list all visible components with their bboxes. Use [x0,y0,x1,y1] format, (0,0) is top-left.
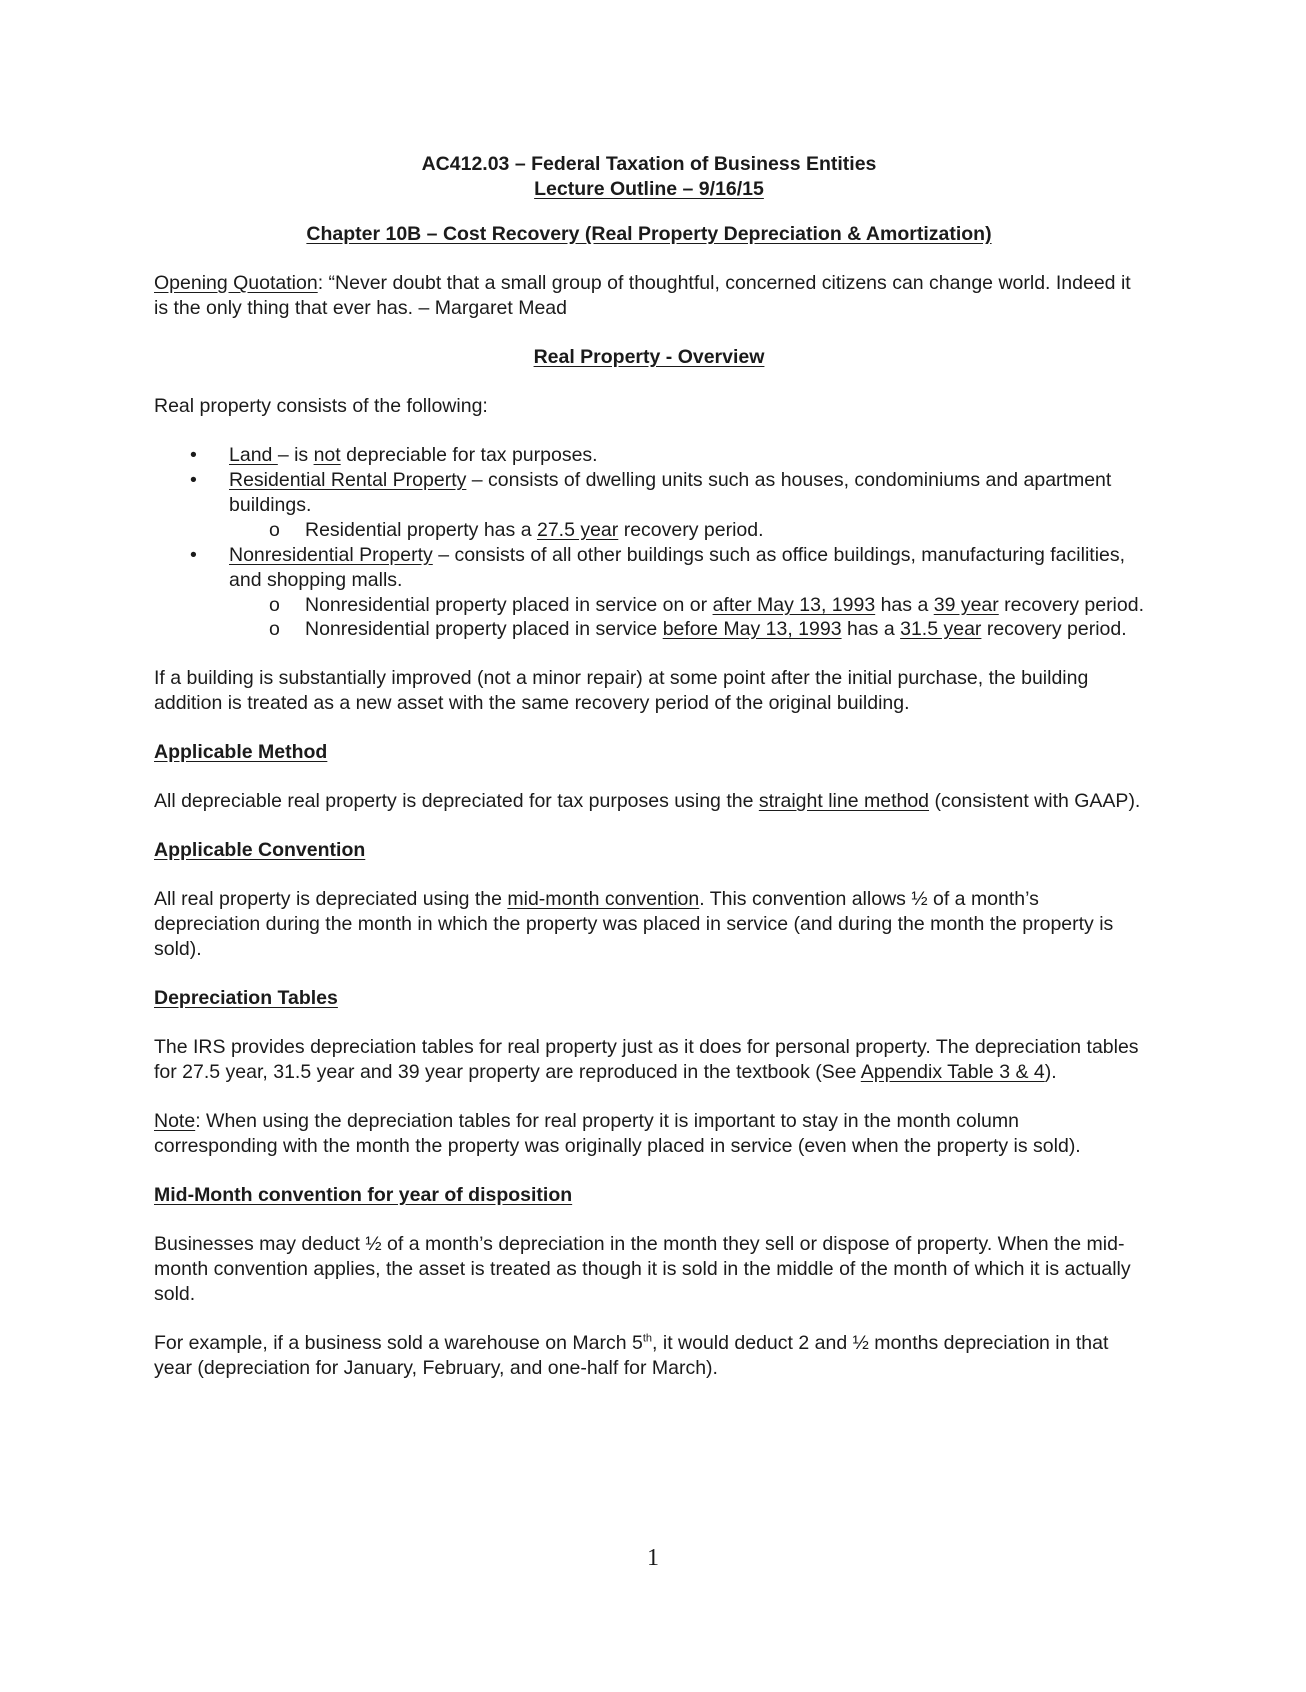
bullet-icon: • [190,444,197,466]
sub-bullet-icon: o [269,594,280,616]
residential-sublist [229,518,1144,543]
example-text: For example, if a business sold a warehouse on March 5 [154,1332,643,1354]
course-title: AC412.03 – Federal Taxation of Business Entities [421,153,877,175]
quotation-text: “Never doubt that a small group of thoughtful, concerned citizens can change world. Indeed it is the only thing that ever has. – Margaret Mead [154,272,1131,319]
disposition-heading: Mid-Month convention for year of disposition [154,1184,573,1206]
period-39: 39 year [933,594,999,616]
sublist-item [229,593,1144,618]
sub-text: Nonresidential property placed in service [305,618,663,640]
overview-intro: Real property consists of the following: [154,395,488,417]
quotation-label: Opening Quotation [154,272,318,294]
sublist-item [229,518,1144,543]
tables-paragraph [154,1035,1144,1085]
tables-heading: Depreciation Tables [154,987,338,1009]
residential-label: Residential Rental Property [229,469,467,491]
lecture-date: Lecture Outline – 9/16/15 [534,178,764,200]
method-paragraph [154,789,1144,814]
property-list [154,443,1144,642]
quotation-colon: : [317,272,324,294]
tables-text: The IRS provides depreciation tables for real property just as it does for personal property. The depreciation tables for 27.5 year, 31.5 year and 39 year property are reproduced in the textbook (See [154,1036,1139,1083]
method-heading: Applicable Method [154,741,328,763]
bullet-icon: • [190,469,197,491]
land-not: not [313,444,341,466]
page-number: 1 [647,1545,659,1571]
convention-heading: Applicable Convention [154,839,366,861]
ordinal-suffix: th [642,1332,653,1345]
method-text: All depreciable real property is depreciated for tax purposes using the [154,790,759,812]
residential-period: 27.5 year [536,519,619,541]
before-date: before May 13, 1993 [662,618,842,640]
mid-month-convention: mid-month convention [507,888,700,910]
opening-quotation [154,271,1144,321]
sub-bullet-icon: o [269,519,280,541]
nonresidential-rest: – consists of all other buildings such as office buildings, manufacturing facilities, and shopping malls. [229,544,1126,591]
sub-bullet-icon: o [269,618,280,640]
chapter-title: Chapter 10B – Cost Recovery (Real Property Depreciation & Amortization) [306,223,992,245]
nonresidential-label: Nonresidential Property [229,544,433,566]
page-content [154,152,1144,1381]
land-rest: depreciable for tax purposes. [340,444,598,466]
method-text: (consistent with GAAP). [929,790,1141,812]
sub-text: has a [841,618,901,640]
list-item-nonresidential [154,543,1144,642]
note-paragraph [154,1109,1144,1159]
overview-heading: Real Property - Overview [533,346,765,368]
nonresidential-sublist [229,593,1144,642]
example-text: , it would deduct 2 and ½ months depreciation in that year (depreciation for January, February, and one-half for March). [154,1332,1109,1379]
list-item-land [154,443,1144,468]
improvement-paragraph: If a building is substantially improved (not a minor repair) at some point after the initial purchase, the building addition is treated as a new asset with the same recovery period of the original building. [154,667,1089,714]
sub-text: has a [875,594,934,616]
residential-rest: – consists of dwelling units such as houses, condominiums and apartment buildings. [229,469,1112,516]
period-31-5: 31.5 year [900,618,982,640]
sublist-item [229,617,1144,642]
tables-text: ). [1044,1061,1057,1083]
straight-line-method: straight line method [758,790,930,812]
sub-text: recovery period. [618,519,764,541]
sub-text: recovery period. [981,618,1127,640]
after-date: after May 13, 1993 [712,594,876,616]
note-text: : When using the depreciation tables for real property it is important to stay in the month column corresponding with the month the property was originally placed in service (even when the property is sold). [154,1110,1081,1157]
convention-text: All real property is depreciated using the [154,888,508,910]
sub-text: Residential property has a [305,519,537,541]
convention-paragraph [154,887,1144,962]
disposition-paragraph: Businesses may deduct ½ of a month’s depreciation in the month they sell or dispose of property. When the mid-month convention applies, the asset is treated as though it is sold in the middle of the month of which it is actually sold. [154,1233,1131,1305]
land-mid: – is [277,444,314,466]
note-label: Note [154,1110,196,1132]
sub-text: recovery period. [998,594,1144,616]
example-paragraph [154,1331,1144,1381]
bullet-icon: • [190,544,197,566]
land-label: Land [229,444,278,466]
convention-text: . This convention allows ½ of a month’s depreciation during the month in which the property was placed in service (and during the month the property is sold). [154,888,1114,960]
appendix-reference: Appendix Table 3 & 4 [860,1061,1045,1083]
sub-text: Nonresidential property placed in service on or [305,594,713,616]
list-item-residential [154,468,1144,543]
